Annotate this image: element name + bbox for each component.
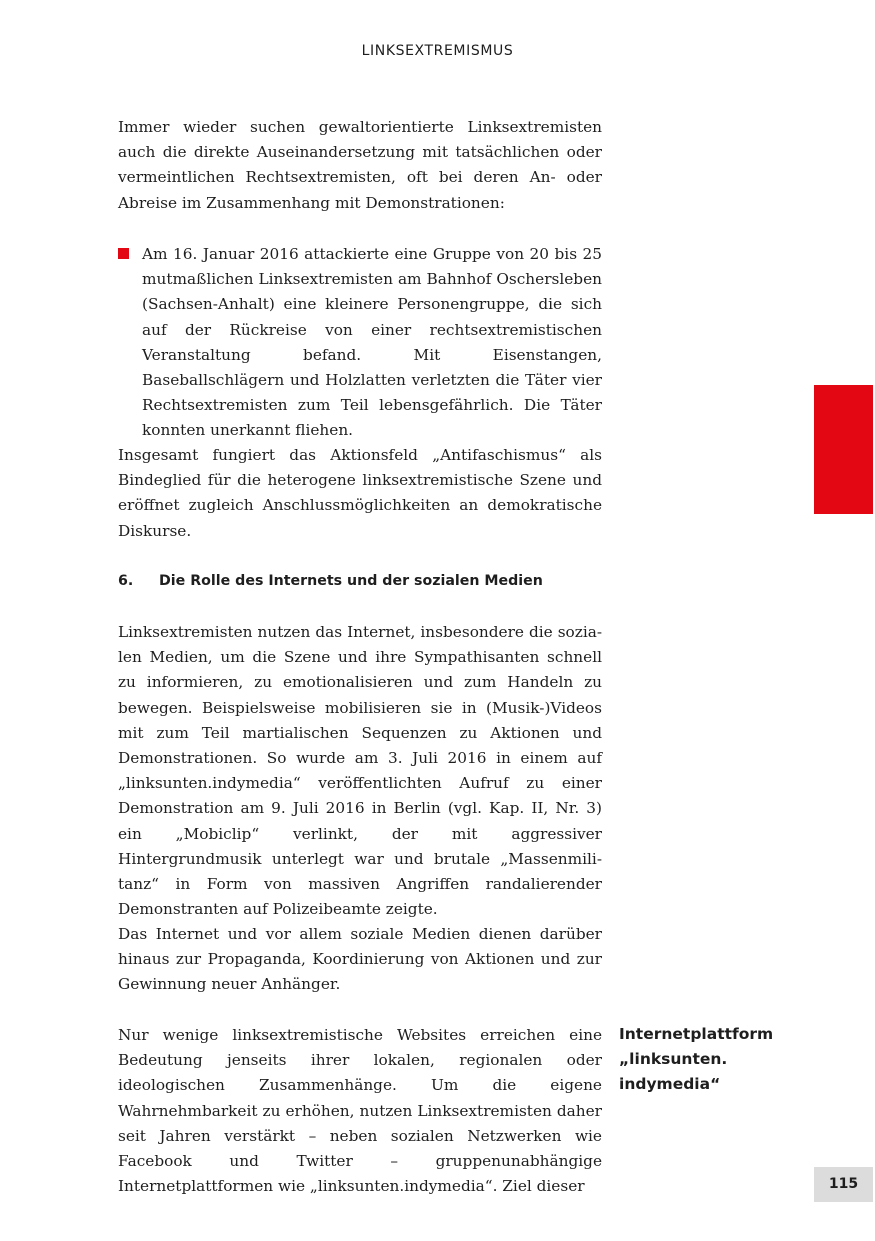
paragraph-internet-1 <box>118 620 602 922</box>
paragraph-internet-3-text: Nur wenige linksextremistische Websites erreichen eine Bedeutung jenseits ihrer lokalen, regionalen oder ideologischen Zusammenhänge. Um die eigene Wahrnehmbarkeit zu erhöhen, nutzen Linksextremisten daher seit Jahren verstärkt – neben sozialen Netzwerken wie Facebook und Twitter – gruppenunabhängige Internetplattformen wie „linksunten.indymedia“. Ziel dieser <box>118 1026 602 1196</box>
paragraph-intro <box>118 115 602 216</box>
paragraph-antifa <box>118 443 602 544</box>
margin-note-line-1: Internetplattform <box>619 1025 774 1043</box>
red-square-bullet-icon <box>118 248 129 259</box>
margin-note-line-2: „linksunten. <box>619 1050 728 1068</box>
margin-note-line-3: indymedia“ <box>619 1075 721 1093</box>
chapter-tab-marker <box>814 385 873 514</box>
paragraph-internet-1-text: Linksextremisten nutzen das Internet, insbesondere die sozialen Medien, um die Szene und ihre Sympathisanten schnell zu informieren, zu emotionalisieren und zum Handeln zu bewegen. Beispielsweise mobilisieren sie in (Musik-)Videos mit zum Teil martialischen Sequenzen zu Aktionen und Demonstrationen. So wurde am 3. Juli 2016 in einem auf „linksunten.indymedia“ veröffentlichten Aufruf zu einer Demonstration am 9. Juli 2016 in Berlin (vgl. Kap. II, Nr. 3) ein „Mobiclip“ verlinkt, der mit aggressiver Hintergrundmusik unterlegt war und brutale „Massenmilitanz“ in Form von massiven Angriffen randalierender Demonstranten auf Polizeibeamte zeigte. <box>118 623 602 919</box>
paragraph-internet-3 <box>118 1023 602 1199</box>
bullet-text: Am 16. Januar 2016 attackierte eine Gruppe von 20 bis 25 mutmaßlichen Linksextremisten am Bahnhof Oschersleben (Sachsen-Anhalt) eine kleinere Personengruppe, die sich auf der Rückreise von einer rechtsextremistischen Veranstaltung befand. Mit Eisenstangen, Baseballschlägern und Holzlatten verletzten die Täter vier Rechtsextremisten zum Teil lebensgefährlich. Die Täter konnten unerkannt fliehen. <box>142 245 602 440</box>
paragraph-internet-2 <box>118 922 602 998</box>
section-number: 6. <box>118 573 134 589</box>
section-title: Die Rolle des Internets und der sozialen Medien <box>159 573 543 589</box>
margin-note <box>619 1022 794 1097</box>
running-head: LINKSEXTREMISMUS <box>361 43 514 59</box>
paragraph-intro-text: Immer wieder suchen gewaltorientierte Linksextremisten auch die direkte Auseinandersetzung mit tatsächlichen oder vermeintlichen Rechtsextremisten, oft bei deren An- oder Abreise im Zusammenhang mit Demonstrationen: <box>118 118 602 212</box>
paragraph-internet-2-text: Das Internet und vor allem soziale Medien dienen darüber hinaus zur Propaganda, Koordinierung von Aktionen und zur Gewinnung neuer Anhänger. <box>118 925 602 994</box>
paragraph-antifa-text: Insgesamt fungiert das Aktionsfeld „Antifaschismus“ als Bindeglied für die heterogene linksextremistische Szene und eröffnet zugleich Anschlussmöglichkeiten an demokratische Diskurse. <box>118 446 602 540</box>
list-item <box>118 242 602 444</box>
bullet-list <box>118 242 602 444</box>
section-heading <box>118 570 602 592</box>
page-number: 115 <box>814 1167 873 1202</box>
